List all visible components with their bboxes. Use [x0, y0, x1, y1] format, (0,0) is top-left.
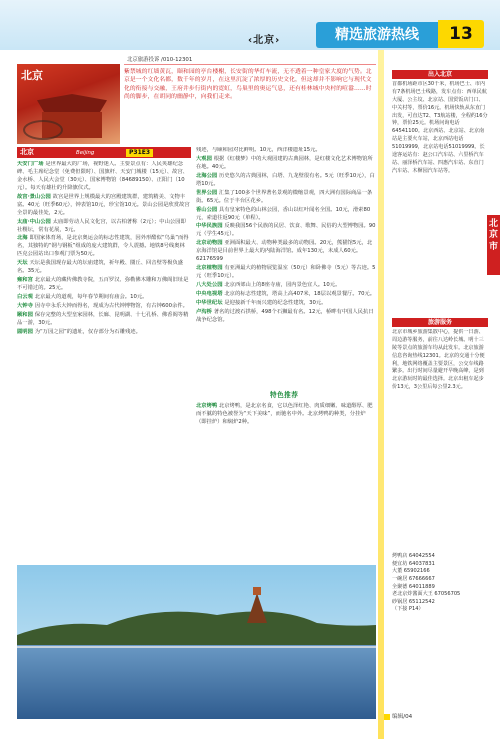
sidebar-heading-service: 旅游服务 [392, 318, 488, 327]
attraction-entry [17, 194, 190, 218]
attraction-entry [17, 219, 190, 235]
attraction-entry [17, 277, 190, 293]
attraction-text: 有亚洲最大的植物展览温室（50元）和卧佛寺（5元）等古迹。5元（旺季10元）。 [196, 265, 376, 280]
phone-item: 烤鸭店 64042554 [392, 553, 435, 559]
summer-palace-photo [17, 565, 376, 719]
section-english: Beijing [76, 150, 95, 156]
attraction-title: 大钟寺 [17, 302, 35, 309]
attraction-entry [196, 240, 376, 264]
attraction-text: 反映我国56个民族的民居、饮食、歌舞、民俗的大型博物园。90元（学生45元）。 [196, 223, 376, 238]
attraction-text: 为“万园之园”的遗址，仅存部分为石雕残迹。 [34, 328, 141, 335]
special-title: 北京烤鸭 [196, 403, 218, 409]
attraction-title: 中央电视塔 [196, 290, 225, 297]
attraction-entry [196, 156, 376, 172]
phone-item: 大董 65902166 [392, 568, 430, 575]
special-text: 北京烤鸭，是北京名食，它以色泽红艳、肉质细嫩、味道醇厚、肥而不腻的特色被誉为“天下美味”，而驰名中外。北京烤鸭的种类，分挂炉（即挂炉）和焖炉2种。 [196, 403, 373, 426]
attraction-entry [196, 147, 376, 155]
attraction-entry [17, 260, 190, 276]
attraction-entry [17, 303, 190, 311]
attraction-title: 北海公园 [196, 172, 220, 179]
attraction-title: 卢沟桥 [196, 308, 214, 315]
attraction-text: 汇集了100多个世界著名景观的微缩景观，四大洲有国际商品一条街。65元。位于丰台区花乡。 [196, 189, 373, 204]
attraction-text: 残迹，与颐和园对比鲜明。10元，西洋楼遗址15元。 [196, 147, 321, 153]
attraction-title: 天坛 [17, 260, 30, 267]
side-tab-region: 北京市 [487, 215, 500, 275]
intro-paragraph: 紫禁城的红墙黄瓦，颐和园的亭台楼榭，长安街的华灯车流，无不透着一种皇家大度的气势。北京是一个文化名都，数千年的岁月，在这里沉淀了浓厚的历史文化，但这却并不影响它与现代文化的衔接与交融，王府井步行街内的霓虹，鸟巢里的奥运气息，还有桂林城中央村的喧嚣……时尚的脚步，在胡同的幽静中，向我们走来。 [124, 69, 372, 101]
attraction-title: 天安门广场 [17, 161, 46, 167]
special-recommendation [196, 402, 376, 542]
special-heading: 特色推荐 [270, 391, 299, 399]
temple-roof-icon [37, 94, 107, 112]
phone-item: 全聚德 64011889 [392, 583, 435, 590]
attraction-text: 是迎接新千年而兴建的纪念性建筑，30元。 [224, 299, 327, 306]
footer-text: 编辑/04 [392, 714, 413, 720]
attraction-title: 香山公园 [196, 206, 220, 213]
attraction-title: 中华世纪坛 [196, 299, 225, 306]
attraction-text: 根据《红楼梦》中的大观园建的古典园林，是红楼文化艺术博物馆所在地。40元。 [196, 155, 373, 170]
attraction-entry [196, 300, 376, 308]
header-title: 精选旅游热线 [316, 22, 438, 48]
attraction-title: 太庙·中山公园 [17, 218, 53, 225]
attraction-title: 八大处公园 [196, 282, 225, 288]
attractions-column-left [17, 161, 190, 536]
attraction-entry [196, 309, 376, 325]
attraction-title: 白云观 [17, 294, 35, 300]
side-strip [378, 50, 384, 739]
attraction-title: 圆明园 [17, 328, 35, 335]
attraction-entry [196, 223, 376, 239]
attraction-entry [17, 312, 190, 328]
attraction-text: 因寺中永乐大钟而得名，现成为古代钟博物馆，有古钟600余件。 [34, 302, 188, 309]
attraction-entry [196, 265, 376, 281]
attraction-entry [196, 173, 376, 189]
attraction-text: 天坛是我国现存最大的坛庙建筑，祈年殿、圜丘、回音壁等极负盛名。35元。 [17, 260, 184, 275]
attraction-text: 即国家体育场，是北京奥运会的标志性建筑，因外形酷似“鸟巢”而得名，其独特的“钢与钢板”组成的庞大建筑群，令人震撼。地铁8号线奥林匹克公园站出口参观门票为50元。 [17, 235, 189, 258]
attraction-title: 中华民族园 [196, 223, 225, 230]
attraction-entry [196, 282, 376, 290]
attraction-title: 北京植物园 [196, 265, 225, 272]
attraction-entry [17, 294, 190, 302]
attraction-text: 北京最大的道观，每年春节期间有庙会。10元。 [34, 294, 148, 300]
attraction-title: 北海 [17, 235, 30, 242]
attraction-title: 颐和园 [17, 311, 35, 318]
attraction-title: 故宫·景山公园 [17, 193, 53, 200]
attractions-column-middle [196, 147, 376, 387]
restaurant-phone-list [392, 553, 488, 614]
attraction-title: 大观园 [196, 155, 214, 162]
attraction-text: 具有皇家特色的山林公园，香山以红叶闻名全国。10元，滑索80元，索道往返90元（单程）。 [196, 206, 371, 221]
phone-item: 砂锅居 65112542 [392, 598, 435, 605]
attraction-text: 北京西郊山上的8座寺庙，园内景色宜人。10元。 [224, 282, 341, 288]
attraction-entry [196, 207, 376, 223]
sidebar-heading-access: 出入北京 [392, 70, 488, 79]
phone-item: 老北京炸酱面大王 67056705 [392, 591, 461, 598]
attraction-title: 世界公园 [196, 189, 220, 196]
footer-marker [384, 714, 390, 720]
attraction-entry [17, 161, 190, 193]
sidebar-text-access: 首都机场距市区30千米，机场巴士、市内有7条机场巴士线路，发车点有：西单民航大厦、公主坟、北京站、国贸饭店门口、中关村等，票价16元。机场快轨从东直门出发，可直达T2、T3航站楼，全程约16分钟，票价25元。机场问询电话64541100。北京西站、北京站、北京南站是主要火车站，北京西站电话51019999，北京站电话51019999。长途客运站有：赵公口汽车站、六里桥汽车站、丽泽桥汽车站、四惠汽车站、东直门汽车站、木樨园汽车站等。 [392, 81, 488, 174]
attraction-entry [17, 329, 190, 337]
attraction-entry [196, 291, 376, 299]
section-bar [17, 147, 191, 158]
divider [124, 64, 376, 65]
section-code: P31E3 [126, 149, 153, 157]
sidebar-text-service: 北京市城乡旅游集散中心，提供一日游、周边游等服务，前往八达岭长城、明十三陵等景点的旅游车均从此发车。北京旅游信息咨询热线12301。北京的交通十分便利，地铁网络覆盖主要景区，公交车线路繁多。出行时间尽量避开早晚高峰，是到北京游玩时的最佳选择。北京出租车起步价13元，3公里后每公里2.3元。 [392, 329, 485, 391]
attraction-text: 著名的过渡石拱桥，498个石狮最有名。12元，桥畔有中国人民抗日战争纪念馆。 [196, 308, 374, 323]
attraction-text: 是世界最大的广场，视野迷人。主要景点有：人民英雄纪念碑、毛主席纪念堂（免费但限时）、国旗杆、天安门城楼（15元）、故宫、金水桥、人民大会堂（30元）、国家博物馆（84689150）、正阳门（10元）。每天有雄壮的升降旗仪式。 [17, 161, 188, 191]
attraction-title: 北京动物园 [196, 240, 225, 247]
attraction-title: 雍和宫 [17, 277, 35, 284]
birds-nest-icon [23, 120, 63, 140]
page-number: 13 [438, 20, 484, 48]
attraction-text: 太庙即劳动人民文化宫，以古柏著称（2元）；中山公园即社稷坛，常有花展，3元。 [17, 218, 186, 233]
attraction-text: 历史悠久的古典园林，白塔、九龙壁很有名。5元（旺季10元），白塔10元。 [196, 172, 375, 187]
attraction-text: 北京的标志性建筑，塔高上高407米，18层以观景餐厅。70元。 [224, 290, 376, 297]
attraction-text: 保存完整的大型皇家园林，长廊、昆明湖、十七孔桥、佛香阁等精品一游，30元。 [17, 311, 189, 326]
phone-item: 一碗居 67666667 [392, 575, 435, 582]
attraction-text: 亚洲面积最大、动物种类最多的动物园。20元，熊猫馆5元，北京海洋馆是目前世界上最大的内陆海洋馆。成年130元，未成人60元。62176599 [196, 240, 373, 263]
hotline-text: 北京旅游投诉 /010-12301 [127, 57, 193, 63]
header-city: ‹北京› [248, 35, 281, 46]
phone-item: 便宜坊 64037831 [392, 560, 435, 567]
attraction-text: 故宫是世界上规模最大的宫殿建筑群，建筑精美、文物丰富。40元（旺季60元），钟表馆10元，珍宝馆10元。景山公园是欣赏故宫全景的最佳处，2元。 [17, 193, 190, 216]
phone-item: （下接 P14） [392, 606, 424, 613]
attraction-text: 北京最大的藏传佛教寺院，五百罗汉、弥勒佛木雕和万佛阁旧址是不可错过的。25元。 [17, 277, 189, 292]
attraction-entry [196, 190, 376, 206]
section-city: 北京 [20, 148, 34, 156]
logo-city-name: 北京 [21, 69, 43, 82]
attraction-entry [17, 235, 190, 259]
